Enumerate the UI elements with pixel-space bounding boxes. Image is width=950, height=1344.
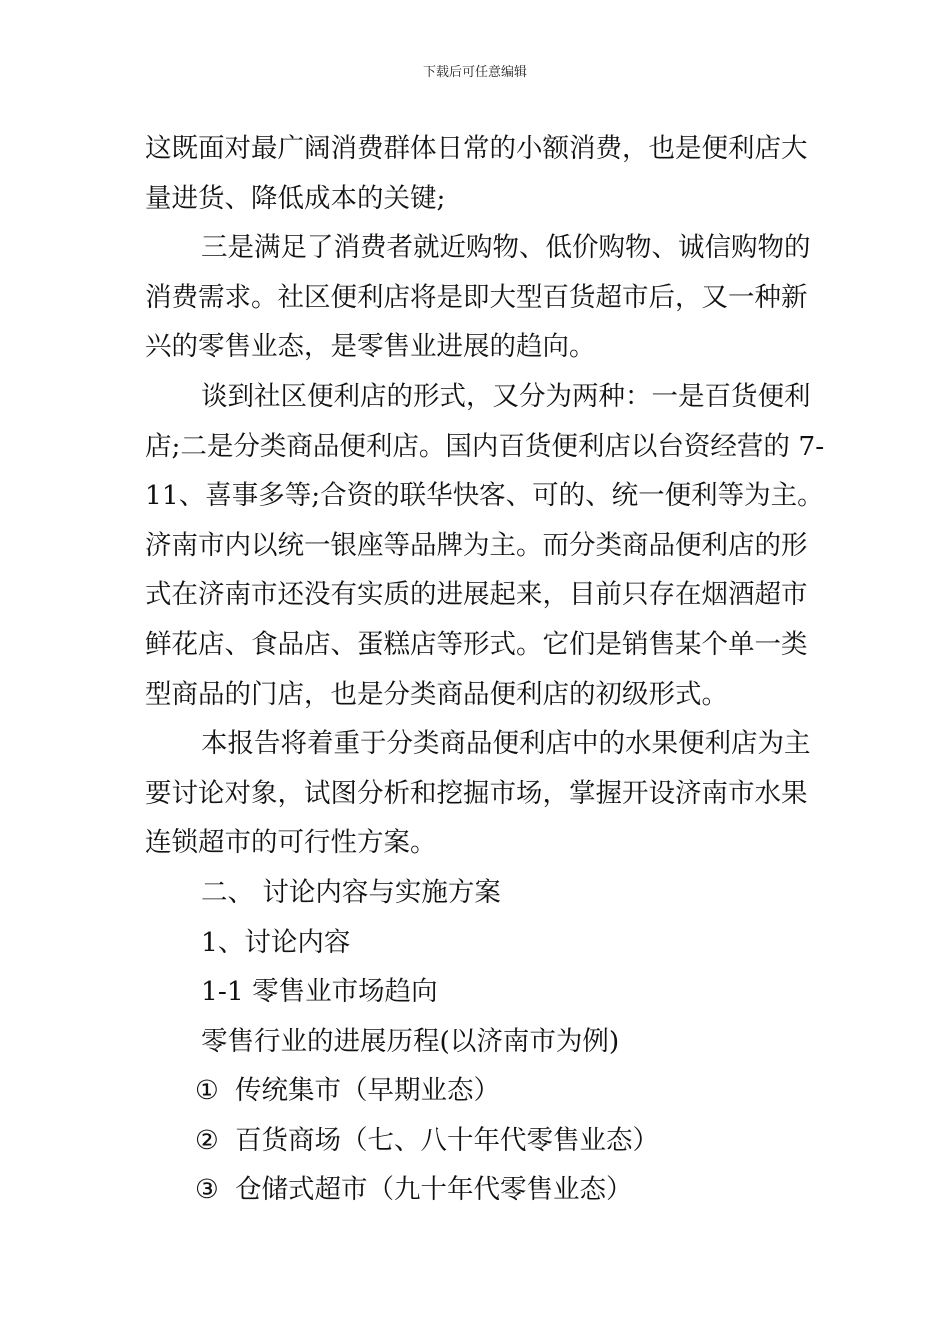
paragraph-line: 消费需求。社区便利店将是即大型百货超市后，又一种新 [145,281,808,313]
list-marker: ② [195,1124,219,1156]
paragraph-line: 谈到社区便利店的形式，又分为两种：一是百货便利 [201,380,811,412]
section-heading: 二、 讨论内容与实施方案 [201,876,501,908]
paragraph-line: 量进货、降低成本的关键; [145,182,446,214]
paragraph-line: 本报告将着重于分类商品便利店中的水果便利店为主 [201,728,811,760]
list-item [145,1116,810,1166]
list-item-text: 传统集市（早期业态） [235,1075,500,1107]
document-body [145,124,825,1215]
list-item [145,1066,810,1116]
paragraph-line: 三是满足了消费者就近购物、低价购物、诚信购物的 [201,232,811,264]
list-marker: ③ [195,1174,219,1206]
paragraph-line: 连锁超市的可行性方案。 [145,827,437,859]
paragraph-line: 兴的零售业态，是零售业进展的趋向。 [145,331,596,363]
paragraph-line: 式在济南市还没有实质的进展起来，目前只存在烟酒超市 [145,579,808,611]
list-item-text: 百货商场（七、八十年代零售业态） [235,1124,659,1156]
paragraph-line: 济南市内以统一银座等品牌为主。而分类商品便利店的形 [145,529,808,561]
paragraph-line: 店;二是分类商品便利店。国内百货便利店以台资经营的 7- [145,430,825,462]
paragraph-line: 这既面对最广阔消费群体日常的小额消费，也是便利店大 [145,133,808,164]
paragraph-line: 鲜花店、食品店、蛋糕店等形式。它们是销售某个单一类 [145,628,808,660]
subsection-heading: 1、讨论内容 [201,926,351,958]
list-item [145,1165,810,1215]
subsection-heading: 1-1 零售业市场趋向 [201,976,438,1008]
page-header-note: 下载后可任意编辑 [422,65,527,80]
paragraph-line: 要讨论对象，试图分析和挖掘市场，掌握开设济南市水果 [145,777,808,809]
list-item-text: 仓储式超市（九十年代零售业态） [235,1174,633,1206]
list-marker: ① [195,1075,219,1107]
paragraph-line: 11、喜事多等;合资的联华快客、可的、统一便利等为主。 [145,480,824,512]
paragraph-line: 零售行业的进展历程(以济南市为例) [201,1025,620,1057]
paragraph-line: 型商品的门店，也是分类商品便利店的初级形式。 [145,678,728,710]
